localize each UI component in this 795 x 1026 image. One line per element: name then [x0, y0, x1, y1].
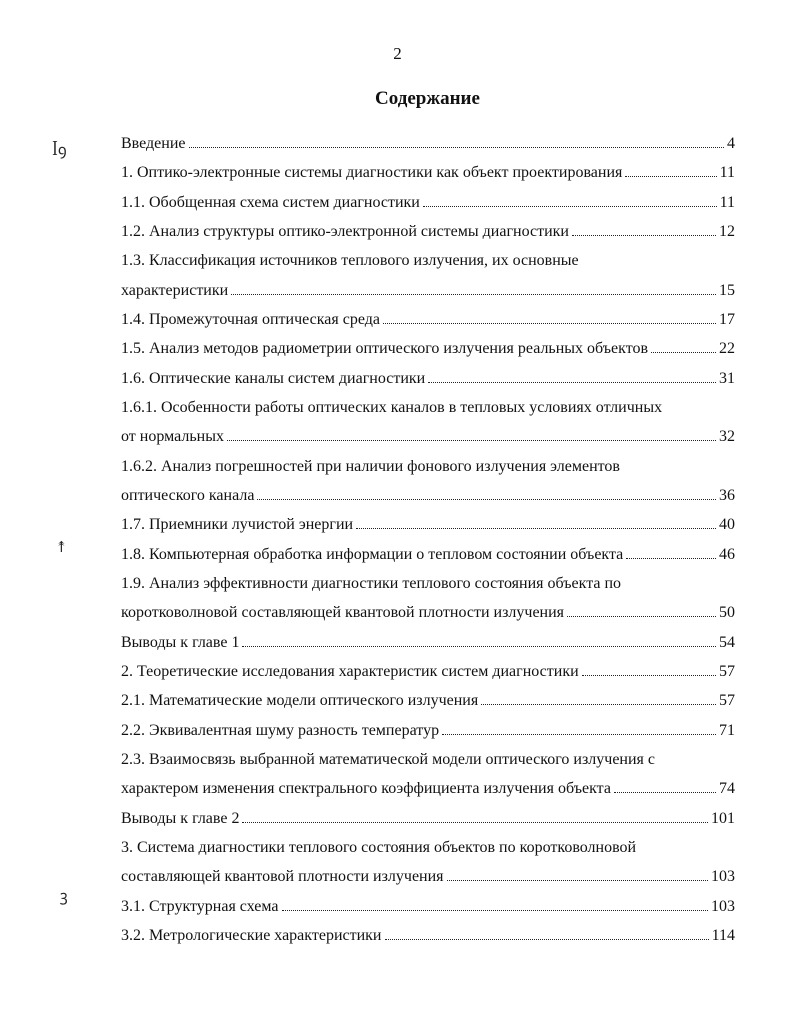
- toc-entry-line: [121, 866, 735, 888]
- toc-entry: [121, 133, 735, 155]
- toc-entry-line: [121, 514, 735, 536]
- toc-entry: [121, 368, 735, 390]
- toc-entry-title: 2.1. Математические модели оптического излучения: [121, 692, 479, 710]
- dot-leader: [189, 146, 725, 148]
- dot-leader: [227, 439, 716, 441]
- toc-entry: [121, 514, 735, 536]
- toc-entry-line: [121, 309, 735, 331]
- toc-page-number: 22: [719, 340, 735, 358]
- toc-page-number: 17: [719, 310, 735, 328]
- toc-entry: [121, 690, 735, 712]
- toc-entry-title: коротковолновой составляющей квантовой плотности излучения: [121, 604, 565, 622]
- toc-entry-line: [121, 661, 735, 683]
- toc-page-number: 12: [719, 222, 735, 240]
- toc-page-number: 11: [719, 164, 735, 182]
- margin-mark: ↟: [55, 538, 68, 556]
- toc-entry-line: [121, 280, 735, 302]
- dot-leader: [614, 791, 716, 793]
- toc-entry-line: [121, 602, 735, 624]
- dot-leader: [442, 733, 716, 735]
- dot-leader: [383, 322, 716, 324]
- toc-page-number: 4: [727, 135, 735, 152]
- toc-entry-line: [121, 192, 735, 214]
- toc-page-number: 46: [719, 545, 735, 563]
- toc-entry-title: 1. Оптико-электронные системы диагностики как объект проектирования: [121, 164, 623, 182]
- toc-page-number: 101: [711, 809, 735, 827]
- toc-entry-line: [121, 632, 735, 654]
- toc-entry-title: 2.3. Взаимосвязь выбранной математической модели оптического излучения с: [121, 750, 656, 768]
- toc-entry: [121, 426, 735, 448]
- toc-entry: [121, 661, 735, 683]
- toc-entry-title: 3. Система диагностики теплового состояния объектов по коротковолновой: [121, 838, 637, 856]
- toc-entry: [121, 866, 735, 888]
- toc-entry-title: 2.2. Эквивалентная шуму разность температур: [121, 721, 440, 739]
- toc-page-number: 103: [711, 868, 735, 886]
- toc-entry-line: [121, 338, 735, 360]
- toc-page-number: 31: [719, 369, 735, 387]
- dot-leader: [423, 205, 717, 207]
- toc-entry-title: составляющей квантовой плотности излучения: [121, 868, 444, 886]
- toc-entry-title: Выводы к главе 2: [121, 809, 240, 827]
- toc-page-number: 71: [719, 721, 735, 739]
- toc-entry: [121, 602, 735, 624]
- toc-entry-title: 1.7. Приемники лучистой энергии: [121, 516, 354, 534]
- toc-page-number: 114: [711, 926, 735, 944]
- toc-entry-title: оптического канала: [121, 486, 255, 504]
- toc-entry: [121, 485, 735, 507]
- dot-leader: [257, 498, 716, 500]
- toc-entry-title: 1.3. Классификация источников теплового излучения, их основные: [121, 252, 579, 270]
- toc-entry: [121, 162, 735, 184]
- margin-mark: ꟾꝯ: [52, 141, 67, 159]
- toc-entry-title: 1.2. Анализ структуры оптико-электронной системы диагностики: [121, 222, 569, 240]
- toc-entry-title: Выводы к главе 1: [121, 633, 240, 651]
- toc-entry-title: 1.8. Компьютерная обработка информации о тепловом состоянии объекта: [121, 545, 624, 563]
- toc-entry-line: [121, 720, 735, 742]
- toc-entry-title: 2. Теоретические исследования характеристик систем диагностики: [121, 662, 579, 680]
- dot-leader: [428, 381, 716, 383]
- dot-leader: [242, 821, 708, 823]
- dot-leader: [625, 175, 716, 177]
- toc-entry-line: [121, 544, 735, 566]
- toc-entry-line: [121, 896, 735, 918]
- toc-entry-line: [121, 837, 735, 859]
- toc-entry-title: 1.6.1. Особенности работы оптических каналов в тепловых условиях отличных: [121, 398, 663, 416]
- toc-entry: [121, 338, 735, 360]
- toc-entry: [121, 808, 735, 830]
- toc-entry-line: [121, 485, 735, 507]
- toc-entry-title: 3.1. Структурная схема: [121, 897, 279, 915]
- toc-entry: [121, 221, 735, 243]
- toc-entry-line: [121, 162, 735, 184]
- toc-entry-line: [121, 749, 735, 771]
- toc-entry-title: 1.5. Анализ методов радиометрии оптического излучения реальных объектов: [121, 340, 649, 358]
- toc-page-number: 57: [719, 692, 735, 710]
- toc-entry-title: 1.6. Оптические каналы систем диагностики: [121, 369, 426, 387]
- toc-entry-title: от нормальных: [121, 428, 224, 446]
- toc-page-number: 54: [719, 633, 735, 651]
- toc-entry-title: 1.6.2. Анализ погрешностей при наличии фонового излучения элементов: [121, 457, 620, 475]
- toc-page-number: 57: [719, 662, 735, 680]
- toc-entry-title: 1.4. Промежуточная оптическая среда: [121, 310, 380, 328]
- toc-page-number: 11: [719, 193, 735, 211]
- toc-page-number: 15: [719, 281, 735, 299]
- toc-entry-line: [121, 690, 735, 712]
- toc-entry-line: [121, 778, 735, 800]
- margin-mark: ꝫ: [60, 887, 68, 905]
- toc-entry-line: [121, 808, 735, 830]
- toc-entry-line: [121, 221, 735, 243]
- dot-leader: [567, 615, 716, 617]
- toc-entry-title: 1.9. Анализ эффективности диагностики теплового состояния объекта по: [121, 574, 622, 592]
- toc-page-number: 50: [719, 604, 735, 622]
- toc-page-number: 36: [719, 486, 735, 504]
- toc-entry: [121, 896, 735, 918]
- dot-leader: [572, 234, 716, 236]
- toc-entry: [121, 632, 735, 654]
- toc-entry: [121, 309, 735, 331]
- toc-entry-line: [121, 397, 735, 419]
- toc-entry-title: характеристики: [121, 281, 229, 299]
- toc-entry-line: [121, 925, 735, 947]
- toc-entry-title: 3.2. Метрологические характеристики: [121, 926, 382, 944]
- dot-leader: [582, 674, 716, 676]
- toc-entry: [121, 778, 735, 800]
- page-number: 2: [393, 44, 402, 63]
- toc-entry: [121, 720, 735, 742]
- toc-entry: [121, 544, 735, 566]
- toc-entry-line: [121, 250, 735, 272]
- dot-leader: [242, 645, 716, 647]
- toc-entry-line: [121, 133, 735, 155]
- dot-leader: [626, 557, 716, 559]
- toc-entry-line: [121, 573, 735, 595]
- dot-leader: [282, 909, 708, 911]
- page-title: Содержание: [375, 88, 480, 109]
- toc-page-number: 74: [719, 780, 735, 798]
- dot-leader: [481, 703, 716, 705]
- dot-leader: [356, 527, 716, 529]
- dot-leader: [651, 351, 716, 353]
- toc-entry-title: 1.1. Обобщенная схема систем диагностики: [121, 193, 420, 211]
- toc-entry-line: [121, 368, 735, 390]
- toc-entry: [121, 192, 735, 214]
- toc-page-number: 32: [719, 428, 735, 446]
- dot-leader: [231, 293, 716, 295]
- toc-entry: [121, 925, 735, 947]
- dot-leader: [447, 879, 708, 881]
- toc-entry-title: Введение: [121, 135, 186, 152]
- toc-entry: [121, 280, 735, 302]
- toc-entry-title: характером изменения спектрального коэффициента излучения объекта: [121, 780, 611, 798]
- toc-entry-line: [121, 426, 735, 448]
- dot-leader: [385, 938, 709, 940]
- toc-entry-line: [121, 456, 735, 478]
- toc-page-number: 40: [719, 516, 735, 534]
- toc-page-number: 103: [711, 897, 735, 915]
